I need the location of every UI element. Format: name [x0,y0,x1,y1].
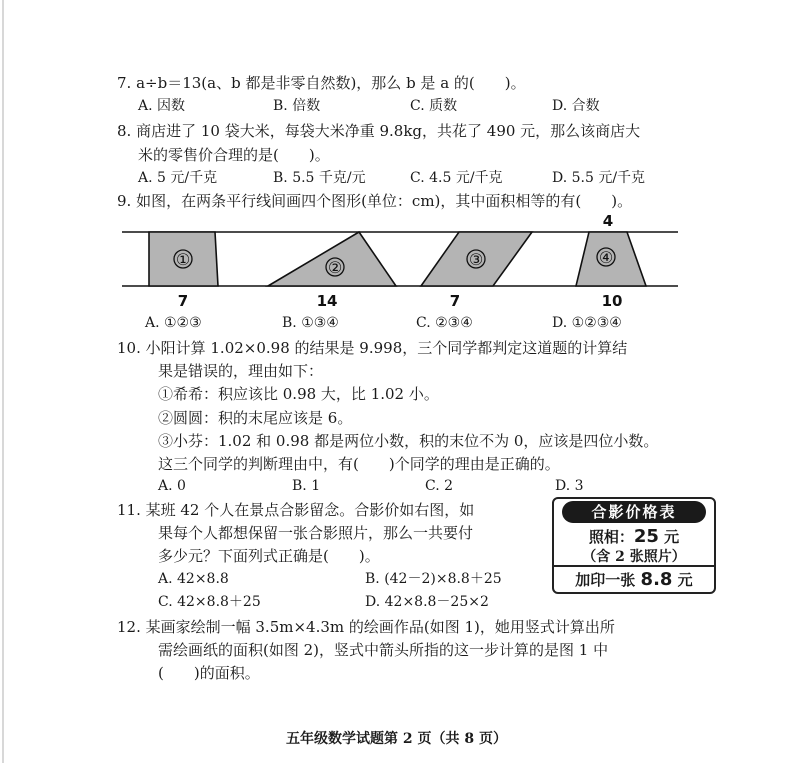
q11-option-c: C. 42×8.8＋25 [158,594,261,610]
q11-line2: 果每个人都想保留一张合影照片，那么一共要付 [158,524,474,542]
shape-1-label: ① [175,250,191,269]
q11-option-b: B. (42－2)×8.8＋25 [365,571,502,587]
q11-line1: 11. 某班 42 个人在景点合影留念。合影价如右图，如 [117,501,475,519]
base-label-2: 14 [316,292,338,310]
q9-option-d: D. ①②③④ [552,315,622,331]
q9-option-c: C. ②③④ [416,315,473,331]
q10-line2: 果是错误的，理由如下： [158,362,324,380]
photo-price-table [552,497,716,594]
q10-line4: ②圆圆：积的末尾应该是 6。 [158,409,353,427]
price-table-divider [554,565,714,567]
q12-line2: 需绘画纸的面积(如图 2)，竖式中箭头所指的这一步计算的是图 1 中 [158,641,609,659]
q7-option-c: C. 质数 [410,98,458,114]
q12-line3: ( )的面积。 [158,664,260,682]
q10-line1: 10. 小阳计算 1.02×0.98 的结果是 9.998，三个同学都判定这道题的计算结 [117,339,628,357]
price-table-title: 合影价格表 [562,501,706,523]
q11-option-d: D. 42×8.8－25×2 [365,594,489,610]
price-row-includes: （含 2 张照片） [582,549,686,565]
q9-option-b: B. ①③④ [282,315,339,331]
q10-option-b: B. 1 [292,478,321,494]
q7-option-b: B. 倍数 [273,98,321,114]
base-label-4: 10 [601,292,623,310]
q11-line3: 多少元？下面列式正确是( )。 [158,547,380,565]
q10-option-a: A. 0 [158,478,186,494]
base-label-3: 7 [449,292,461,310]
q10-line6: 这三个同学的判断理由中，有( )个同学的理由是正确的。 [158,455,560,473]
q10-line3: ①希希：积应该比 0.98 大，比 1.02 小。 [158,385,439,403]
shape-3-label: ③ [468,250,484,269]
q7-option-d: D. 合数 [552,98,600,114]
price-row-photo: 照相：25 元 [588,526,680,547]
price-row-extra-print: 加印一张 8.8 元 [575,569,693,590]
q8-option-c: C. 4.5 元/千克 [410,170,503,186]
q8-stem-line2: 米的零售价合理的是( )。 [138,146,330,164]
shape-4-label: ④ [598,248,614,267]
base-label-1: 7 [177,292,189,310]
page-footer: 五年级数学试题第 2 页（共 8 页） [286,731,507,747]
q9-option-a: A. ①②③ [145,315,202,331]
q10-line5: ③小芬：1.02 和 0.98 都是两位小数，积的末位不为 0，应该是四位小数。 [158,432,659,450]
shape-2-label: ② [327,258,343,277]
q9-stem: 9. 如图，在两条平行线间画四个图形(单位：cm)，其中面积相等的有( )。 [117,192,633,210]
q7-stem: 7. a÷b＝13(a、b 都是非零自然数)，那么 b 是 a 的( )。 [117,74,526,92]
page-edge [2,0,4,763]
q7-option-a: A. 因数 [138,98,186,114]
q11-option-a: A. 42×8.8 [158,571,229,587]
q8-option-a: A. 5 元/千克 [138,170,218,186]
q8-stem-line1: 8. 商店进了 10 袋大米，每袋大米净重 9.8kg，共花了 490 元，那么该商店大 [117,122,641,140]
q8-option-b: B. 5.5 千克/元 [273,170,366,186]
q12-line1: 12. 某画家绘制一幅 3.5m×4.3m 的绘画作品(如图 1)，她用竖式计算出所 [117,618,615,636]
q10-option-d: D. 3 [555,478,584,494]
q10-option-c: C. 2 [425,478,454,494]
q9-figure [0,210,793,314]
top-width-label: 4 [602,212,614,230]
q8-option-d: D. 5.5 元/千克 [552,170,646,186]
